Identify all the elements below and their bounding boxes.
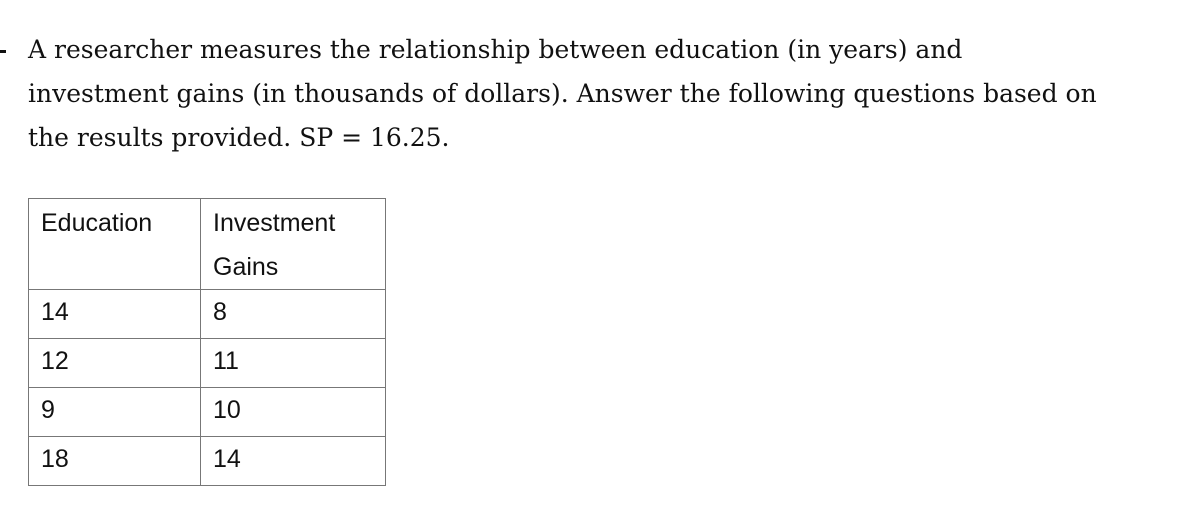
cell-education: 18 [29,437,201,486]
cell-investment-gains: 10 [201,388,386,437]
cell-education: 14 [29,290,201,339]
question-line-2: investment gains (in thousands of dollars). Answer the following questions based on [28,79,1097,108]
table-row [29,388,386,437]
list-bullet-mark [0,50,6,53]
table-header-row [29,199,386,290]
cell-investment-gains: 8 [201,290,386,339]
table-row [29,339,386,388]
question-line-1: A researcher measures the relationship between education (in years) and [28,35,963,64]
question-text [28,28,1193,160]
cell-investment-gains: 14 [201,437,386,486]
cell-education: 12 [29,339,201,388]
question-line-3: the results provided. SP = 16.25. [28,123,450,152]
header-investment-gains: Investment Gains [201,199,386,290]
cell-education: 9 [29,388,201,437]
table-row [29,290,386,339]
table-row [29,437,386,486]
data-table [28,198,386,486]
header-education: Education [29,199,201,290]
cell-investment-gains: 11 [201,339,386,388]
